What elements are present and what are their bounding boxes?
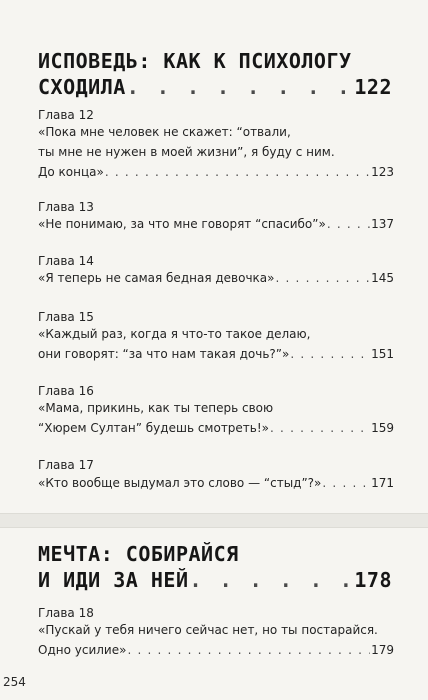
chapter-label: Глава 13: [38, 200, 94, 214]
section-heading-confession: [38, 48, 392, 100]
dot-leader: [190, 567, 354, 593]
chapter-title-line: До конца»: [38, 165, 104, 179]
chapter-entry-13: [38, 214, 394, 234]
chapter-page-number: 137: [371, 217, 394, 231]
section-title-line: СХОДИЛА: [38, 75, 126, 99]
chapter-label: Глава 12: [38, 108, 94, 122]
chapter-title-line: «Не понимаю, за что мне говорят “спасибо”»: [38, 217, 326, 231]
chapter-title-line: «Пока мне человек не скажет: “отвали,: [38, 125, 291, 139]
chapter-title-line: они говорят: “за что нам такая дочь?”»: [38, 347, 290, 361]
chapter-entry-16: [38, 398, 394, 438]
chapter-page-number: 171: [371, 476, 394, 490]
chapter-title-line: «Я теперь не самая бедная девочка»: [38, 271, 275, 285]
chapter-title-line: ты мне не нужен в моей жизни”, я буду с ним.: [38, 145, 335, 159]
dot-leader: [105, 162, 370, 182]
chapter-label: Глава 16: [38, 384, 94, 398]
chapter-title-line: «Кто вообще выдумал это слово — “стыд”?»: [38, 476, 322, 490]
chapter-page-number: 151: [371, 347, 394, 361]
chapter-label: Глава 17: [38, 458, 94, 472]
section-page-number: 122: [354, 75, 392, 99]
dot-leader: [275, 268, 370, 288]
dot-leader: [127, 74, 354, 100]
chapter-title-line: «Пускай у тебя ничего сейчас нет, но ты постарайся.: [38, 623, 378, 637]
chapter-entry-18: [38, 620, 394, 660]
chapter-page-number: 159: [371, 421, 394, 435]
chapter-entry-17: [38, 473, 394, 493]
chapter-label: Глава 15: [38, 310, 94, 324]
chapter-title-line: «Мама, прикинь, как ты теперь свою: [38, 401, 274, 415]
chapter-title-line: “Хюрем Султан” будешь смотреть!»: [38, 421, 270, 435]
chapter-entry-12: [38, 122, 394, 182]
section-title-line: МЕЧТА: СОБИРАЙСЯ: [38, 542, 239, 566]
section-divider: [0, 513, 428, 528]
chapter-entry-15: [38, 324, 394, 364]
dot-leader: [270, 418, 370, 438]
chapter-page-number: 123: [371, 165, 394, 179]
dot-leader: [127, 640, 370, 660]
dot-leader: [322, 473, 370, 493]
section-page-number: 178: [354, 568, 392, 592]
chapter-title-line: Одно усилие»: [38, 643, 127, 657]
chapter-entry-14: [38, 268, 394, 288]
chapter-label: Глава 14: [38, 254, 94, 268]
dot-leader: [327, 214, 370, 234]
section-title-line: ИСПОВЕДЬ: КАК К ПСИХОЛОГУ: [38, 49, 352, 73]
chapter-label: Глава 18: [38, 606, 94, 620]
chapter-title-line: «Каждый раз, когда я что-то такое делаю,: [38, 327, 311, 341]
section-heading-dream: [38, 541, 392, 593]
chapter-page-number: 179: [371, 643, 394, 657]
chapter-page-number: 145: [371, 271, 394, 285]
folio-page-number: 254: [3, 675, 26, 689]
dot-leader: [290, 344, 370, 364]
section-title-line: И ИДИ ЗА НЕЙ: [38, 568, 189, 592]
